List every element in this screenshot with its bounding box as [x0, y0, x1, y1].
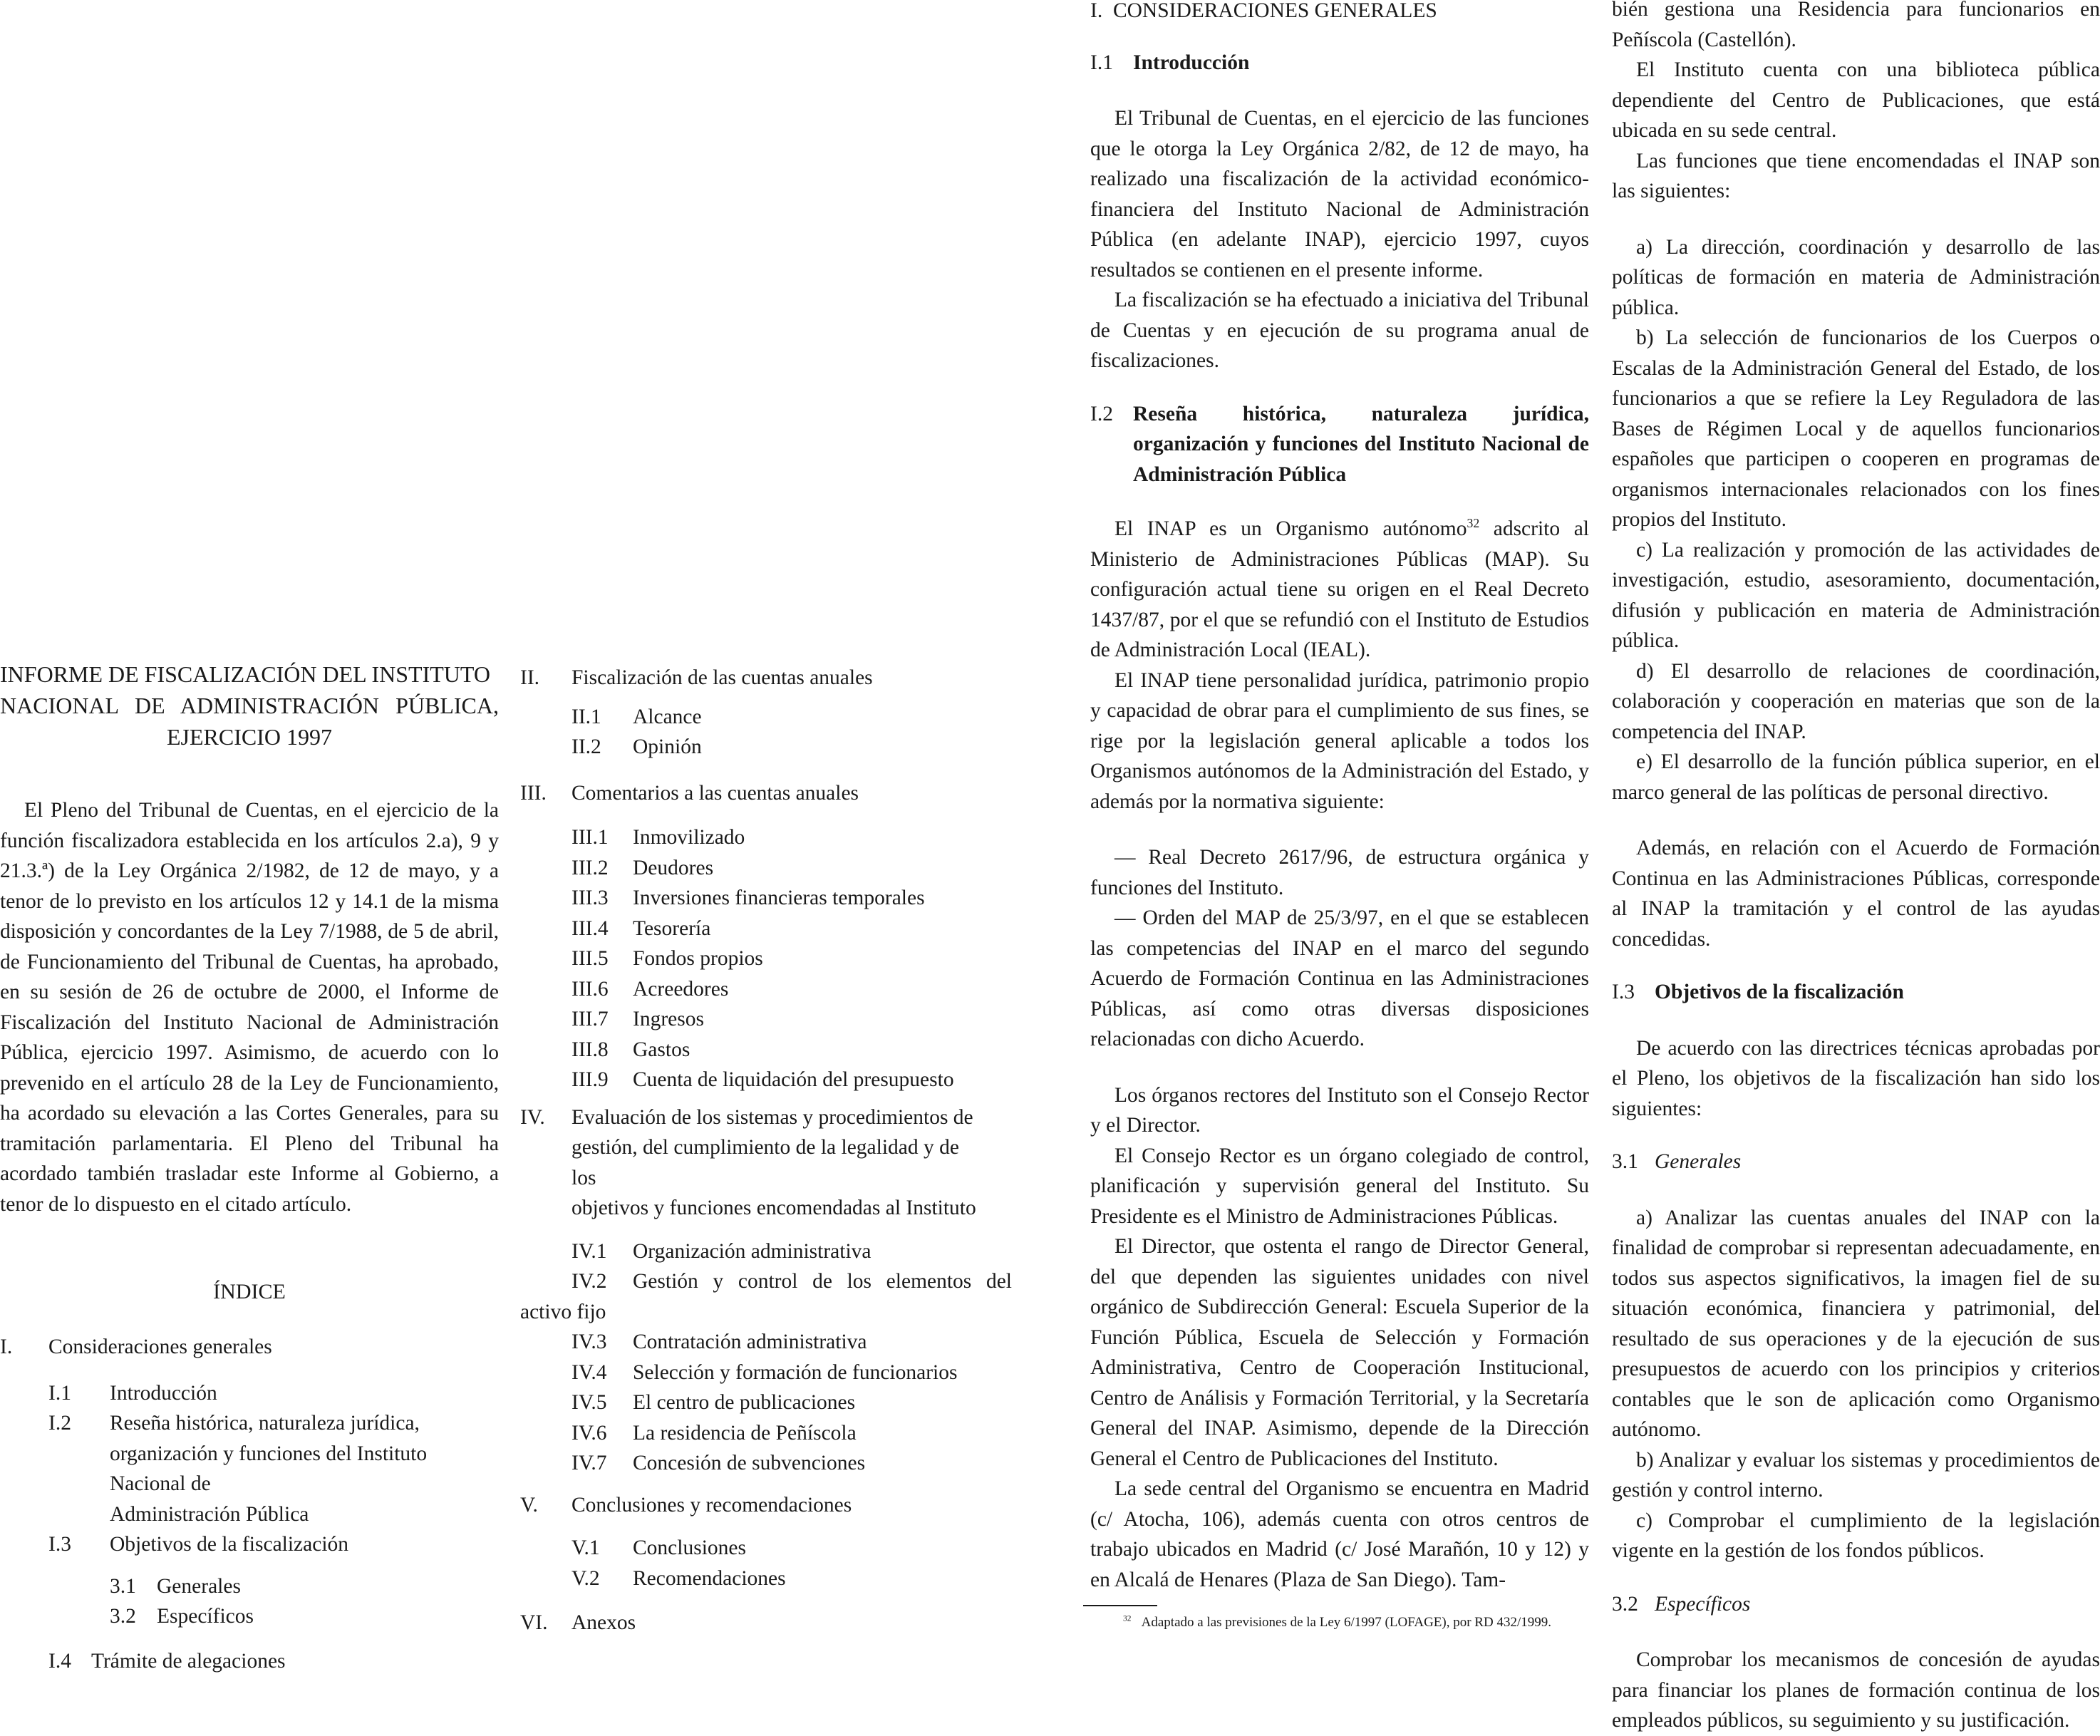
- toc-entry[interactable]: V.1 Conclusiones: [571, 1536, 746, 1559]
- toc-entry-label: Acreedores: [633, 977, 729, 1001]
- paragraph: La fiscalización se ha efectuado a iniciativa del Tribunal de Cuentas y en ejecución de su programa anual de fiscalizaciones.: [1090, 289, 1589, 372]
- toc-entry[interactable]: IV.1 Organización administrativa: [571, 1239, 871, 1263]
- toc-entry[interactable]: [520, 1004, 1012, 1035]
- list-item: e) El desarrollo de la función pública superior, en el marco general de las políticas de personal directivo.: [1612, 750, 2100, 804]
- paragraph: bién gestiona una Residencia para funcionarios en Peñíscola (Castellón).: [1612, 0, 2100, 51]
- section-heading-1: I. CONSIDERACIONES GENERALES: [1090, 0, 1437, 22]
- subsection-heading-3-1: 3.1 Generales: [1612, 1150, 1742, 1173]
- toc-list-section-4: [520, 1327, 1012, 1479]
- toc-entry[interactable]: [520, 1065, 1012, 1095]
- toc-entry-label: Ingresos: [633, 1008, 704, 1030]
- toc-list-section-3: [520, 822, 1012, 1095]
- toc-entry[interactable]: [520, 853, 1012, 884]
- toc-entry-number: IV.6: [571, 1421, 607, 1445]
- toc-entry[interactable]: [520, 1448, 1012, 1479]
- toc-entry[interactable]: I.1 Introducción: [48, 1381, 217, 1405]
- toc-entry-number: IV.3: [571, 1331, 607, 1353]
- list-item: d) El desarrollo de relaciones de coordinación, colaboración y cooperación en materias que son de la competencia del INAP.: [1612, 659, 2100, 743]
- toc-entry[interactable]: 3.1 Generales: [110, 1574, 241, 1598]
- toc-entry[interactable]: IV. Evaluación de los sistemas y procedimientos de gestión, del cumplimiento de la legalidad y de los objetivos y funciones encomendadas al Instituto: [520, 1105, 976, 1219]
- paragraph: El INAP es un Organismo autónomo$^{32}$ adscrito al Ministerio de Administraciones Públicas (MAP). Su configuración actual tiene su origen en el Real Decreto 1437/87, por el que se refundió con el Instituto de Estudios de Administración Local (IEAL).: [1090, 516, 1589, 661]
- toc-entry-number: III.5: [571, 947, 609, 970]
- list-item: a) La dirección, coordinación y desarrollo de las políticas de formación en materia de Administración pública.: [1612, 235, 2100, 319]
- toc-entry-number: III.9: [571, 1068, 609, 1091]
- subsection-heading-3-2: 3.2 Específicos: [1612, 1592, 1751, 1616]
- paragraph: El Consejo Rector es un órgano colegiado de control, planificación y supervisión general del Instituto. Su Presidente es el Ministro de Administraciones Públicas.: [1090, 1144, 1589, 1228]
- list-item: b) Analizar y evaluar los sistemas y procedimientos de gestión y control interno.: [1612, 1448, 2100, 1502]
- toc-entry-number: IV.5: [571, 1391, 607, 1414]
- toc-entry[interactable]: 3.2 Específicos: [110, 1605, 254, 1628]
- paragraph: La sede central del Organismo se encuentra en Madrid (c/ Atocha, 106), además cuenta con otros centros de trabajo ubicados en Madrid (c/ José Marañón, 10 y 12) y en Alcalá de Henares (Plaza de San Diego). Tam-: [1090, 1477, 1589, 1591]
- paragraph: El Director, que ostenta el rango de Director General, del que dependen las siguientes unidades con nivel orgánico de Subdirección General: Escuela Superior de la Función Pública, Escuela de Selección y Formación Administrativa, Centro de Cooperación Institucional, Centro de Análisis y Formación Territorial, y la Secretaría General del INAP. Asimismo, depende de la Dirección General el Centro de Publicaciones del Instituto.: [1090, 1235, 1589, 1470]
- intro-paragraph: El Pleno del Tribunal de Cuentas, en el ejercicio de la función fiscalizadora establecida en los artículos 2.a), 9 y 21.3.ª) de la Ley Orgánica 2/1982, de 12 de mayo, y a tenor de lo previsto en los artículos 12 y 14.1 de la misma disposición y concordantes de la Ley 7/1988, de 5 de abril, de Funcionamiento del Tribunal de Cuentas, ha aprobado, en su sesión de 26 de octubre de 2000, el Informe de Fiscalización del Instituto Nacional de Administración Pública, ejercicio 1997. Asimismo, de acuerdo con lo prevenido en el artículo 28 de la Ley de Funcionamiento, ha acordado su elevación a las Cortes Generales, para su tramitación parlamentaria. El Pleno del Tribunal ha acordado también trasladar este Informe al Gobierno, a tenor de lo dispuesto en el citado artículo.: [0, 799, 499, 1216]
- toc-entry-label: Inversiones financieras temporales: [633, 887, 925, 909]
- toc-entry[interactable]: [520, 1358, 1012, 1388]
- paragraph: Comprobar los mecanismos de concesión de ayudas para financiar los planes de formación continua de los empleados públicos, su seguimiento y su justificación.: [1612, 1648, 2100, 1732]
- toc-entry-label: Contratación administrativa: [633, 1331, 867, 1353]
- toc-entry[interactable]: [520, 1035, 1012, 1065]
- toc-entry-number: III.7: [571, 1008, 609, 1030]
- toc-entry[interactable]: VI. Anexos: [520, 1611, 636, 1634]
- toc-entry[interactable]: I. Consideraciones generales: [0, 1335, 272, 1358]
- toc-entry[interactable]: [520, 944, 1012, 974]
- index-part-2: [520, 0, 1012, 1638]
- toc-entry[interactable]: [520, 822, 1012, 853]
- toc-entry-label: Deudores: [633, 856, 714, 879]
- paragraph: De acuerdo con las directrices técnicas aprobadas por el Pleno, los objetivos de la fiscalización han sido los siguientes:: [1612, 1036, 2100, 1120]
- subsection-heading-1-2: I.2 Reseña histórica, naturaleza jurídica, organización y funciones del Instituto Nacional de Administración Pública: [1090, 402, 1589, 486]
- toc-entry[interactable]: [520, 1388, 1012, 1418]
- toc-entry[interactable]: III. Comentarios a las cuentas anuales: [520, 781, 859, 805]
- list-item: a) Analizar las cuentas anuales del INAP con la finalidad de comprobar si representan adecuadamente, en todos sus aspectos significativos, la imagen fiel de su situación económica, financiera y patrimonial, del resultado de sus operaciones y de la ejecución de sus presupuestos de acuerdo con los principios y criterios contables que le son de aplicación como Organismo autónomo.: [1612, 1206, 2100, 1441]
- report-title: INFORME DE FISCALIZACIÓN DEL INSTITUTO NACIONAL DE ADMINISTRACIÓN PÚBLICA, EJERCICIO 1997: [0, 661, 499, 750]
- subsection-heading-1-3: I.3 Objetivos de la fiscalización: [1612, 981, 1904, 1003]
- toc-entry-number: III.2: [571, 856, 609, 879]
- paragraph: El Instituto cuenta con una biblioteca pública dependiente del Centro de Publicaciones, que está ubicada en su sede central.: [1612, 58, 2100, 142]
- toc-entry-number: III.4: [571, 916, 609, 940]
- toc-entry[interactable]: V.2 Recomendaciones: [571, 1566, 786, 1590]
- toc-entry-number: III.8: [571, 1038, 609, 1061]
- toc-entry-label: Inmovilizado: [633, 826, 745, 849]
- toc-entry[interactable]: V. Conclusiones y recomendaciones: [520, 1493, 852, 1517]
- toc-entry[interactable]: [520, 914, 1012, 944]
- paragraph: Las funciones que tiene encomendadas el INAP son las siguientes:: [1612, 149, 2100, 202]
- paragraph: El INAP tiene personalidad jurídica, patrimonio propio y capacidad de obrar para el cumplimiento de sus fines, se rige por la legislación general aplicable a todos los Organismos autónomos de la Administración del Estado, y además por la normativa siguiente:: [1090, 668, 1589, 813]
- toc-entry-number: IV.7: [571, 1452, 607, 1474]
- paragraph: El Tribunal de Cuentas, en el ejercicio de las funciones que le otorga la Ley Orgánica 2/82, de 12 de mayo, ha realizado una fiscalización de la actividad económico-financiera del Instituto Nacional de Administración Pública (en adelante INAP), ejercicio 1997, cuyos resultados se contienen en el presente informe.: [1090, 107, 1589, 281]
- paragraph: Además, en relación con el Acuerdo de Formación Continua en las Administraciones Públicas, corresponde al INAP la tramitación y el control de las ayudas concedidas.: [1612, 837, 2100, 951]
- toc-entry-number: III.6: [571, 977, 609, 1001]
- toc-entry-number: III.3: [571, 887, 609, 909]
- toc-entry[interactable]: [520, 1327, 1012, 1358]
- list-item: c) Comprobar el cumplimiento de la legislación vigente en la gestión de los fondos públicos.: [1612, 1509, 2100, 1562]
- toc-entry[interactable]: II. Fiscalización de las cuentas anuales: [520, 666, 873, 689]
- toc-entry[interactable]: II.1 Alcance: [571, 705, 702, 728]
- toc-entry[interactable]: II.2 Opinión: [571, 735, 702, 758]
- column-4: [1612, 0, 2100, 1736]
- paragraph: — Orden del MAP de 25/3/97, en el que se establecen las competencias del INAP en el marco del segundo Acuerdo de Formación Continua en las Administraciones Públicas, así como otras diversas disposiciones relacionadas con dicho Acuerdo.: [1090, 906, 1589, 1050]
- toc-entry[interactable]: [520, 1418, 1012, 1449]
- toc-entry-label: Concesión de subvenciones: [633, 1452, 866, 1474]
- toc-entry[interactable]: I.4 Trámite de alegaciones: [48, 1649, 286, 1673]
- paragraph: Los órganos rectores del Instituto son el Consejo Rector y el Director.: [1090, 1083, 1589, 1137]
- index-part-1: [0, 1276, 499, 1676]
- toc-entry-number: IV.4: [571, 1360, 607, 1384]
- toc-entry-label: Fondos propios: [633, 947, 763, 970]
- toc-entry[interactable]: [520, 974, 1012, 1005]
- column-3: [1090, 0, 1589, 1595]
- toc-entry-label: El centro de publicaciones: [633, 1391, 856, 1414]
- toc-entry-label: Tesorería: [633, 916, 711, 940]
- toc-entry-label: Gastos: [633, 1038, 690, 1061]
- toc-entry[interactable]: I.3 Objetivos de la fiscalización: [48, 1533, 349, 1556]
- toc-entry[interactable]: IV.2 Gestión y control de los elementos del activo fijo: [520, 1270, 1012, 1323]
- toc-entry[interactable]: I.2 Reseña histórica, naturaleza jurídica, organización y funciones del Instituto Nacional de Administración Pública: [48, 1412, 428, 1526]
- paragraph: — Real Decreto 2617/96, de estructura orgánica y funciones del Instituto.: [1090, 846, 1589, 899]
- footnote: $^{32}$ Adaptado a las previsiones de la Ley 6/1997 (LOFAGE), por RD 432/1999.: [1083, 1605, 1582, 1632]
- toc-entry[interactable]: [520, 883, 1012, 914]
- toc-entry-label: Cuenta de liquidación del presupuesto: [633, 1068, 954, 1091]
- index-title: ÍNDICE: [213, 1280, 286, 1303]
- toc-entry-label: La residencia de Peñíscola: [633, 1421, 857, 1445]
- subsection-heading-1-1: I.1 Introducción: [1090, 51, 1250, 74]
- column-1: [0, 0, 499, 1676]
- toc-entry-label: Selección y formación de funcionarios: [633, 1360, 958, 1384]
- toc-entry-number: III.1: [571, 826, 609, 849]
- list-item: b) La selección de funcionarios de los Cuerpos o Escalas de la Administración General del Estado, de los funcionarios a que se refiere la Ley Reguladora de las Bases de Régimen Local y de aquellos funcionarios españoles que participen o cooperen en programas de organismos internacionales relacionados con los fines propios del Instituto.: [1612, 326, 2100, 531]
- list-item: c) La realización y promoción de las actividades de investigación, estudio, asesoramiento, documentación, difusión y publicación en materia de Administración pública.: [1612, 538, 2100, 652]
